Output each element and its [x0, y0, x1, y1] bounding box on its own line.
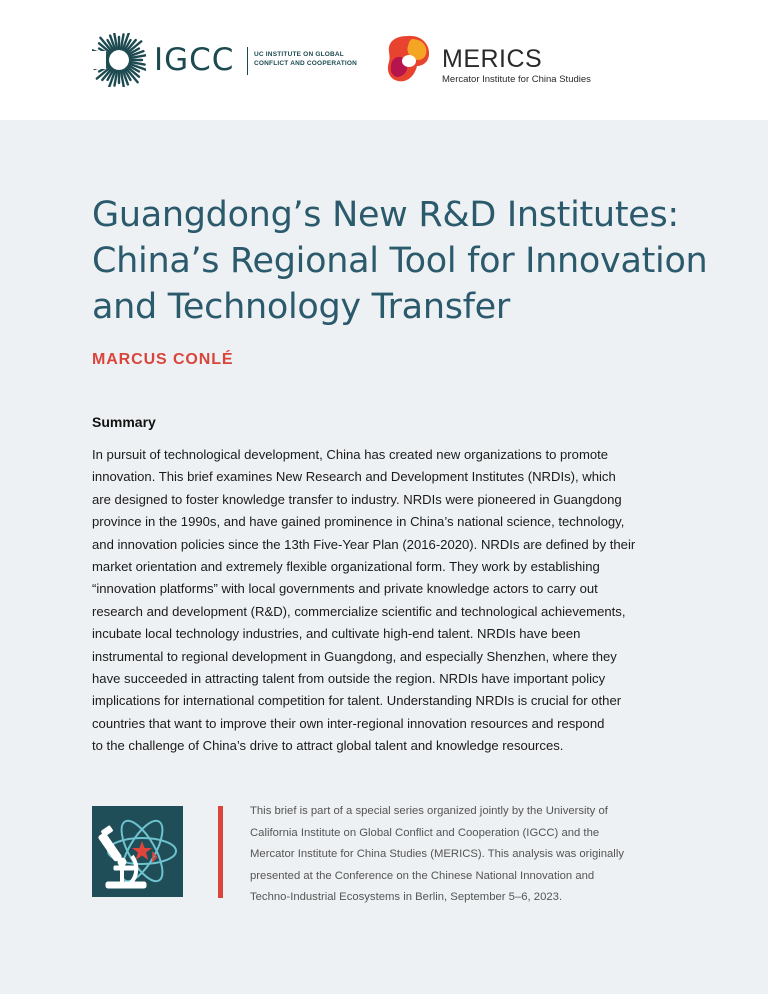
title-line: and Technology Transfer	[92, 287, 510, 327]
summary-line: instrumental to regional development in Guangdong, and especially Shenzhen, where they	[92, 648, 617, 664]
merics-subtitle: Mercator Institute for China Studies	[442, 74, 591, 85]
series-note	[250, 801, 670, 909]
summary-line: implications for international competition for talent. Understanding NRDIs is crucial for other	[92, 693, 622, 709]
summary-line: countries that want to improve their own inter-regional innovation resources and respond	[92, 715, 605, 731]
summary-body	[92, 444, 692, 758]
page-title	[92, 192, 712, 330]
summary-line: province in the 1990s, and have gained prominence in China’s national science, technology,	[92, 514, 625, 530]
note-line: Mercator Institute for China Studies (MERICS). This analysis was originally	[250, 848, 624, 861]
author-name: MARCUS CONLÉ	[92, 351, 234, 368]
note-line: California Institute on Global Conflict and Cooperation (IGCC) and the	[250, 826, 600, 839]
summary-line: In pursuit of technological development, China has created new organizations to promote	[92, 447, 609, 462]
microscope-atom-star-icon	[92, 806, 183, 897]
summary-line: market orientation and extremely flexible organizational form. They work by establishing	[92, 559, 600, 575]
summary-line: “innovation platforms” with local governments and private knowledge actors to carry out	[92, 581, 598, 597]
summary-line: are designed to foster knowledge transfer to industry. NRDIs were pioneered in Guangdong	[92, 491, 622, 507]
igcc-subtitle-line: UC INSTITUTE ON GLOBAL	[254, 51, 344, 58]
summary-line: to the challenge of China’s drive to attract global talent and knowledge resources.	[92, 738, 564, 754]
igcc-divider	[247, 47, 248, 75]
summary-line: incubate local technology industries, and cultivate high-end talent. NRDIs have been	[92, 626, 581, 642]
summary-line: have succeeded in attracting talent from outside the region. NRDIs have important policy	[92, 671, 606, 687]
note-line: This brief is part of a special series organized jointly by the University of	[250, 805, 608, 817]
title-line: China’s Regional Tool for Innovation	[92, 241, 708, 281]
summary-line: and innovation policies since the 13th Five-Year Plan (2016-2020). NRDIs are defined by their	[92, 536, 636, 552]
note-accent-bar	[218, 806, 223, 898]
logo-header	[0, 0, 768, 120]
igcc-subtitle	[254, 50, 364, 68]
summary-line: innovation. This brief examines New Research and Development Institutes (NRDIs), which	[92, 469, 616, 485]
summary-heading: Summary	[92, 414, 156, 430]
igcc-subtitle-line: CONFLICT AND COOPERATION	[254, 60, 358, 67]
title-line: Guangdong’s New R&D Institutes:	[92, 195, 679, 235]
igcc-sunburst-icon	[92, 33, 146, 87]
summary-line: research and development (R&D), commercialize scientific and technological achievements,	[92, 603, 626, 619]
note-line: Techno-Industrial Ecosystems in Berlin, September 5–6, 2023.	[250, 891, 563, 904]
note-line: presented at the Conference on the Chinese National Innovation and	[250, 869, 595, 882]
merics-blob-icon	[384, 33, 434, 85]
igcc-wordmark: IGCC	[154, 42, 235, 78]
merics-wordmark: MERICS	[442, 45, 543, 73]
